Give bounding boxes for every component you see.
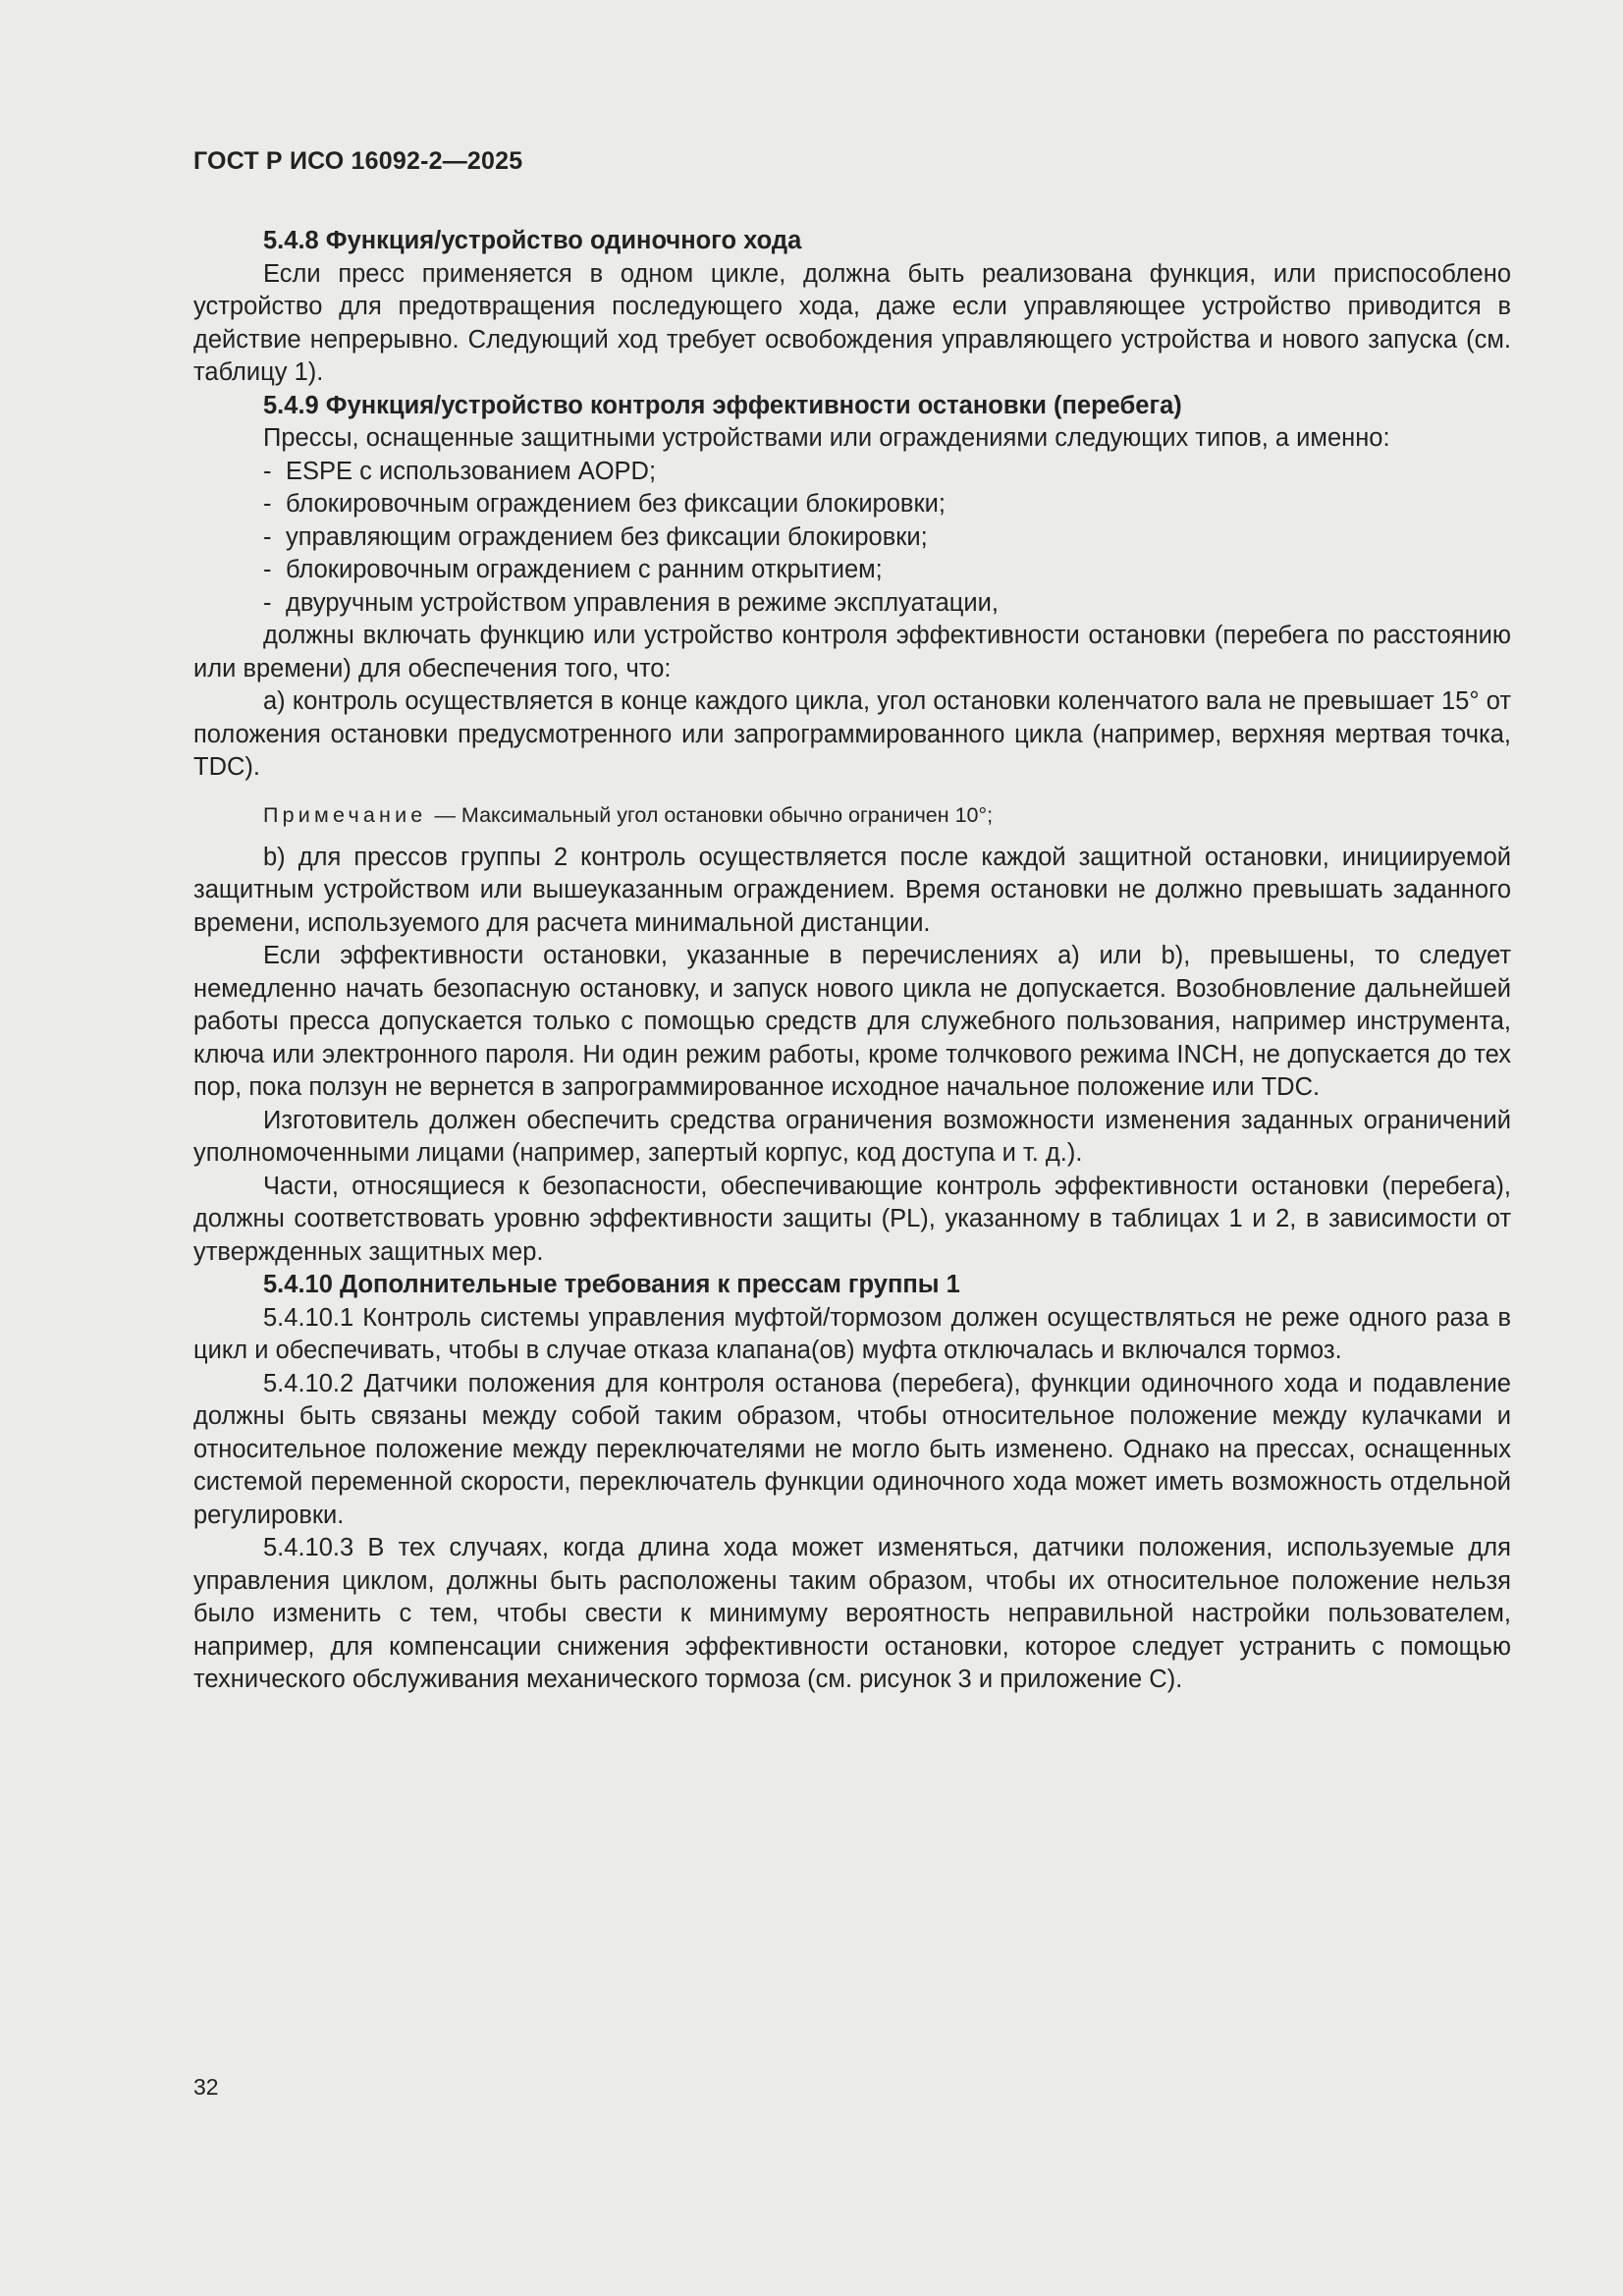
document-body <box>193 225 1511 1697</box>
list-item-text: блокировочным ограждением с ранним открытием; <box>286 556 883 583</box>
list-item <box>193 521 1511 555</box>
paragraph-5-4-10-1: 5.4.10.1 Контроль системы управления муфтой/тормозом должен осуществляться не реже одного раза в цикл и обеспечивать, чтобы в случае отказа клапана(ов) муфта отключалась и включался тормоз. <box>193 1303 1511 1364</box>
section-heading-5-4-9: 5.4.9 Функция/устройство контроля эффективности остановки (перебега) <box>263 391 1182 419</box>
list-dash: - <box>263 490 272 518</box>
list-item-text: управляющим ограждением без фиксации блокировки; <box>286 522 928 551</box>
list-dash: - <box>263 588 272 617</box>
paragraph-5-4-10-3: 5.4.10.3 В тех случаях, когда длина хода может изменяться, датчики положения, используемые для управления циклом, должны быть расположены таким образом, чтобы их относительное положение нельзя было изменить с тем, чтобы свести к минимуму вероятность неправильной настройки пользователем, например, для компенсации снижения эффективности остановки, которое следует устранить с помощью технического обслуживания механического тормоза (см. рисунок 3 и приложение С). <box>193 1534 1511 1693</box>
list-item <box>193 456 1511 489</box>
list-item-text: двуручным устройством управления в режиме эксплуатации, <box>286 588 999 617</box>
list-dash: - <box>263 457 272 485</box>
paragraph-5-4-9-intro: Прессы, оснащенные защитными устройствами или ограждениями следующих типов, а именно: <box>263 424 1390 452</box>
section-heading-5-4-8: 5.4.8 Функция/устройство одиночного хода <box>263 227 802 254</box>
guard-types-list <box>193 456 1511 621</box>
document-header: ГОСТ Р ИСО 16092-2—2025 <box>193 147 523 175</box>
enumeration-item-a: а) контроль осуществляется в конце каждого цикла, угол остановки коленчатого вала не превышает 15° от положения остановки предусмотренного или запрограммированного цикла (например, верхняя мертвая точка, TDC). <box>193 687 1511 781</box>
paragraph-5-4-9-continuation: должны включать функцию или устройство контроля эффективности остановки (перебега по расстоянию или времени) для обеспечения того, что: <box>193 622 1511 683</box>
list-item <box>193 587 1511 621</box>
list-dash: - <box>263 556 272 583</box>
paragraph-safety-parts: Части, относящиеся к безопасности, обеспечивающие контроль эффективности остановки (перебега), должны соответствовать уровню эффективности защиты (PL), указанному в таблицах 1 и 2, в зависимости от утвержденных защитных мер. <box>193 1172 1511 1266</box>
enumeration-item-b: b) для прессов группы 2 контроль осуществляется после каждой защитной остановки, инициируемой защитным устройством или вышеуказанным ограждением. Время остановки не должно превышать заданного времени, используемого для расчета минимальной дистанции. <box>193 843 1511 937</box>
page-number: 32 <box>193 2074 219 2100</box>
list-item <box>193 554 1511 587</box>
note <box>263 800 1511 830</box>
paragraph-5-4-10-2: 5.4.10.2 Датчики положения для контроля останова (перебега), функции одиночного хода и подавление должны быть связаны между собой таким образом, чтобы относительное положение между кулачками и относительное положение между переключателями не могло быть изменено. Однако на прессах, оснащенных системой переменной скорости, переключатель функции одиночного хода может иметь возможность отдельной регулировки. <box>193 1369 1511 1529</box>
paragraph-5-4-8: Если пресс применяется в одном цикле, должна быть реализована функция, или приспособлено устройство для предотвращения последующего хода, даже если управляющее устройство приводится в действие непрерывно. Следующий ход требует освобождения управляющего устройства и нового запуска (см. таблицу 1). <box>193 259 1511 386</box>
note-label: Примечание <box>263 802 427 827</box>
list-item <box>193 488 1511 521</box>
list-item-text: ESPE с использованием AOPD; <box>286 457 657 485</box>
note-text: — Максимальный угол остановки обычно ограничен 10°; <box>434 802 994 827</box>
list-dash: - <box>263 522 272 551</box>
paragraph-exceeded: Если эффективности остановки, указанные в перечислениях а) или b), превышены, то следует немедленно начать безопасную остановку, и запуск нового цикла не допускается. Возобновление дальнейшей работы пресса допускается только с помощью средств для служебного пользования, например инструмента, ключа или электронного пароля. Ни один режим работы, кроме толчкового режима INCH, не допускается до тех пор, пока ползун не вернется в запрограммированное исходное начальное положение или TDC. <box>193 942 1511 1101</box>
list-item-text: блокировочным ограждением без фиксации блокировки; <box>286 490 946 518</box>
paragraph-manufacturer: Изготовитель должен обеспечить средства ограничения возможности изменения заданных ограничений уполномоченными лицами (например, запертый корпус, код доступа и т. д.). <box>193 1106 1511 1167</box>
section-heading-5-4-10: 5.4.10 Дополнительные требования к прессам группы 1 <box>263 1271 960 1298</box>
